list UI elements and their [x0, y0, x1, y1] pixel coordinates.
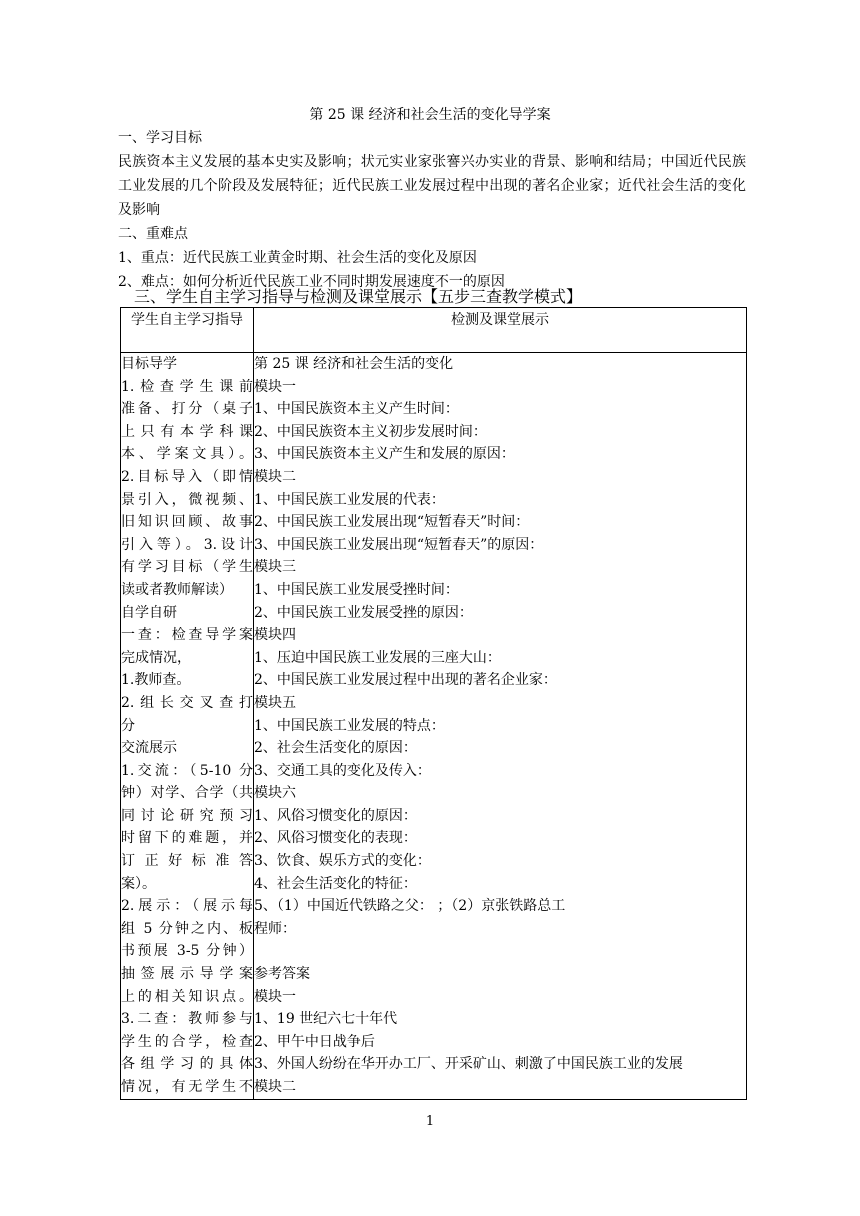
left-column — [121, 353, 254, 1100]
section1-heading: 一、学习目标 — [118, 130, 202, 146]
section2-item: 1、重点：近代民族工业黄金时期、社会生活的变化及原因 — [118, 250, 477, 266]
fill-in-question-2: ；（2）京张铁路总工 — [437, 898, 566, 915]
left-column-line: 旧知识回顾、故事 — [121, 514, 253, 531]
left-column-line: 分 — [121, 717, 135, 734]
right-column-line: 模块三 — [254, 559, 296, 576]
left-column-line: 目标导学 — [121, 356, 177, 372]
right-column-line: 3、饮食、娱乐方式的变化： — [254, 853, 431, 870]
right-column — [254, 353, 747, 1100]
right-column-line: 2、中国民族工业发展出现“短暂春天”时间： — [254, 514, 530, 531]
right-column-line: 1、风俗习惯变化的原因： — [254, 807, 417, 824]
left-column-line: 一查：检查导学案 — [121, 627, 253, 644]
section2-item: 2、难点：如何分析近代民族工业不同时期发展速度不一的原因 — [118, 274, 505, 290]
answer-line: 模块二 — [254, 1079, 296, 1095]
fill-in-continuation: 程师： — [254, 920, 296, 937]
left-column-line: 2.目标导入（即情 — [121, 468, 253, 485]
right-column-line: 模块一 — [254, 378, 296, 395]
answer-line: 1、19 世纪六七十年代 — [254, 1011, 398, 1028]
left-column-line: 组 5 分钟之内、板 — [121, 920, 253, 937]
answer-line: 3、外国人纷纷在华开办工厂、开采矿山、刺激了中国民族工业的发展 — [254, 1056, 683, 1073]
left-column-line: 3.二查：教师参与 — [121, 1011, 253, 1028]
section3-heading: 三、学生自主学习指导与检测及课堂展示【五步三查教学模式】 — [134, 287, 583, 306]
right-column-line: 2、中国民族工业发展过程中出现的著名企业家： — [254, 672, 557, 689]
left-column-line: 2.展示：（展示每 — [121, 898, 253, 915]
right-column-line: 模块四 — [254, 627, 296, 644]
left-column-line: 准备、打分（桌子 — [121, 401, 253, 418]
left-column-line: 景引入，微视频、 — [121, 491, 253, 508]
left-column-line: 各组学习的具体 — [121, 1056, 253, 1073]
answers-heading: 参考答案 — [254, 966, 310, 983]
left-column-line: 时留下的难题，并 — [121, 830, 253, 847]
right-column-line: 1、中国民族工业发展的代表： — [254, 491, 445, 508]
header-left: 学生自主学习指导 — [121, 308, 254, 353]
left-column-line: 书预展 3-5 分钟） — [121, 943, 253, 960]
right-column-line: 2、社会生活变化的原因： — [254, 740, 417, 757]
right-column-line: 1、中国民族工业发展受挫时间： — [254, 581, 459, 598]
answer-line: 模块一 — [254, 988, 296, 1005]
page-number: 1 — [425, 1114, 435, 1129]
answer-line: 2、甲午中日战争后 — [254, 1033, 375, 1050]
right-column-line: 3、交通工具的变化及传入： — [254, 762, 431, 779]
fill-in-line — [254, 895, 746, 918]
left-column-line: 引入等）。3.设计 — [121, 536, 253, 553]
blank-line — [254, 940, 746, 963]
right-column-line: 4、社会生活变化的特征： — [254, 875, 417, 892]
left-column-line: 完成情况， — [121, 649, 191, 666]
header-right: 检测及课堂展示 — [254, 308, 747, 353]
left-column-line: 交流展示 — [121, 740, 177, 757]
left-column-line: 1.检查学生课前 — [121, 378, 253, 395]
left-column-line: 学生的合学，检查 — [121, 1033, 253, 1050]
right-column-line: 1、中国民族工业发展的特点： — [254, 717, 445, 734]
left-column-line: 上只有本学科课 — [121, 423, 253, 440]
right-column-line: 2、风俗习惯变化的表现： — [254, 830, 417, 847]
right-column-line: 3、中国民族工业发展出现“短暂春天”的原因： — [254, 536, 544, 553]
right-column-line: 2、中国民族资本主义初步发展时间： — [254, 423, 487, 440]
left-column-line: 订正好标准答 — [121, 853, 253, 870]
right-column-line: 1、压迫中国民族工业发展的三座大山： — [254, 649, 501, 666]
section1-text: 民族资本主义发展的基本史实及影响；状元实业家张謇兴办实业的背景、影响和结局；中国近代民族工业发展的几个阶段及发展特征；近代民族工业发展过程中出现的著名企业家；近代社会生活的变化及影响 — [118, 154, 746, 218]
left-column-line: 自学自研 — [121, 604, 177, 621]
left-column-line: 2.组长交叉查打 — [121, 694, 253, 711]
left-column-line: 本、学案文具）。 — [121, 446, 253, 463]
page-title: 第 25 课 经济和社会生活的变化导学案 — [309, 107, 551, 123]
study-guide-table — [120, 307, 747, 1100]
intro-section — [118, 126, 746, 294]
left-column-line: 案）。 — [121, 875, 156, 892]
right-column-line: 第 25 课 经济和社会生活的变化 — [254, 356, 454, 372]
right-column-line: 模块六 — [254, 785, 296, 802]
right-column-line: 模块五 — [254, 694, 296, 711]
table-body-row — [121, 353, 747, 1100]
left-column-line: 1.教师查。 — [121, 672, 191, 689]
left-column-line: 同讨论研究预习 — [121, 807, 253, 824]
table-header-row — [121, 308, 747, 353]
section2-heading: 二、重难点 — [118, 226, 188, 242]
right-column-line: 2、中国民族工业发展受挫的原因： — [254, 604, 473, 621]
fill-in-question: 5、（1）中国近代铁路之父： — [254, 898, 433, 915]
left-column-line: 读或者教师解读） — [121, 581, 233, 598]
left-column-line: 情况，有无学生不 — [121, 1079, 253, 1095]
left-column-line: 上的相关知识点。 — [121, 988, 253, 1005]
left-column-line: 有学习目标（学生 — [121, 559, 253, 576]
left-column-line: 钟）对学、合学（共 — [121, 785, 253, 802]
left-column-line: 1.交流：（5-10 分 — [121, 762, 253, 779]
right-column-line: 3、中国民族资本主义产生和发展的原因： — [254, 446, 515, 463]
left-column-line: 抽签展示导学案 — [121, 966, 253, 983]
right-column-line: 模块二 — [254, 468, 296, 485]
right-column-line: 1、中国民族资本主义产生时间： — [254, 401, 459, 418]
